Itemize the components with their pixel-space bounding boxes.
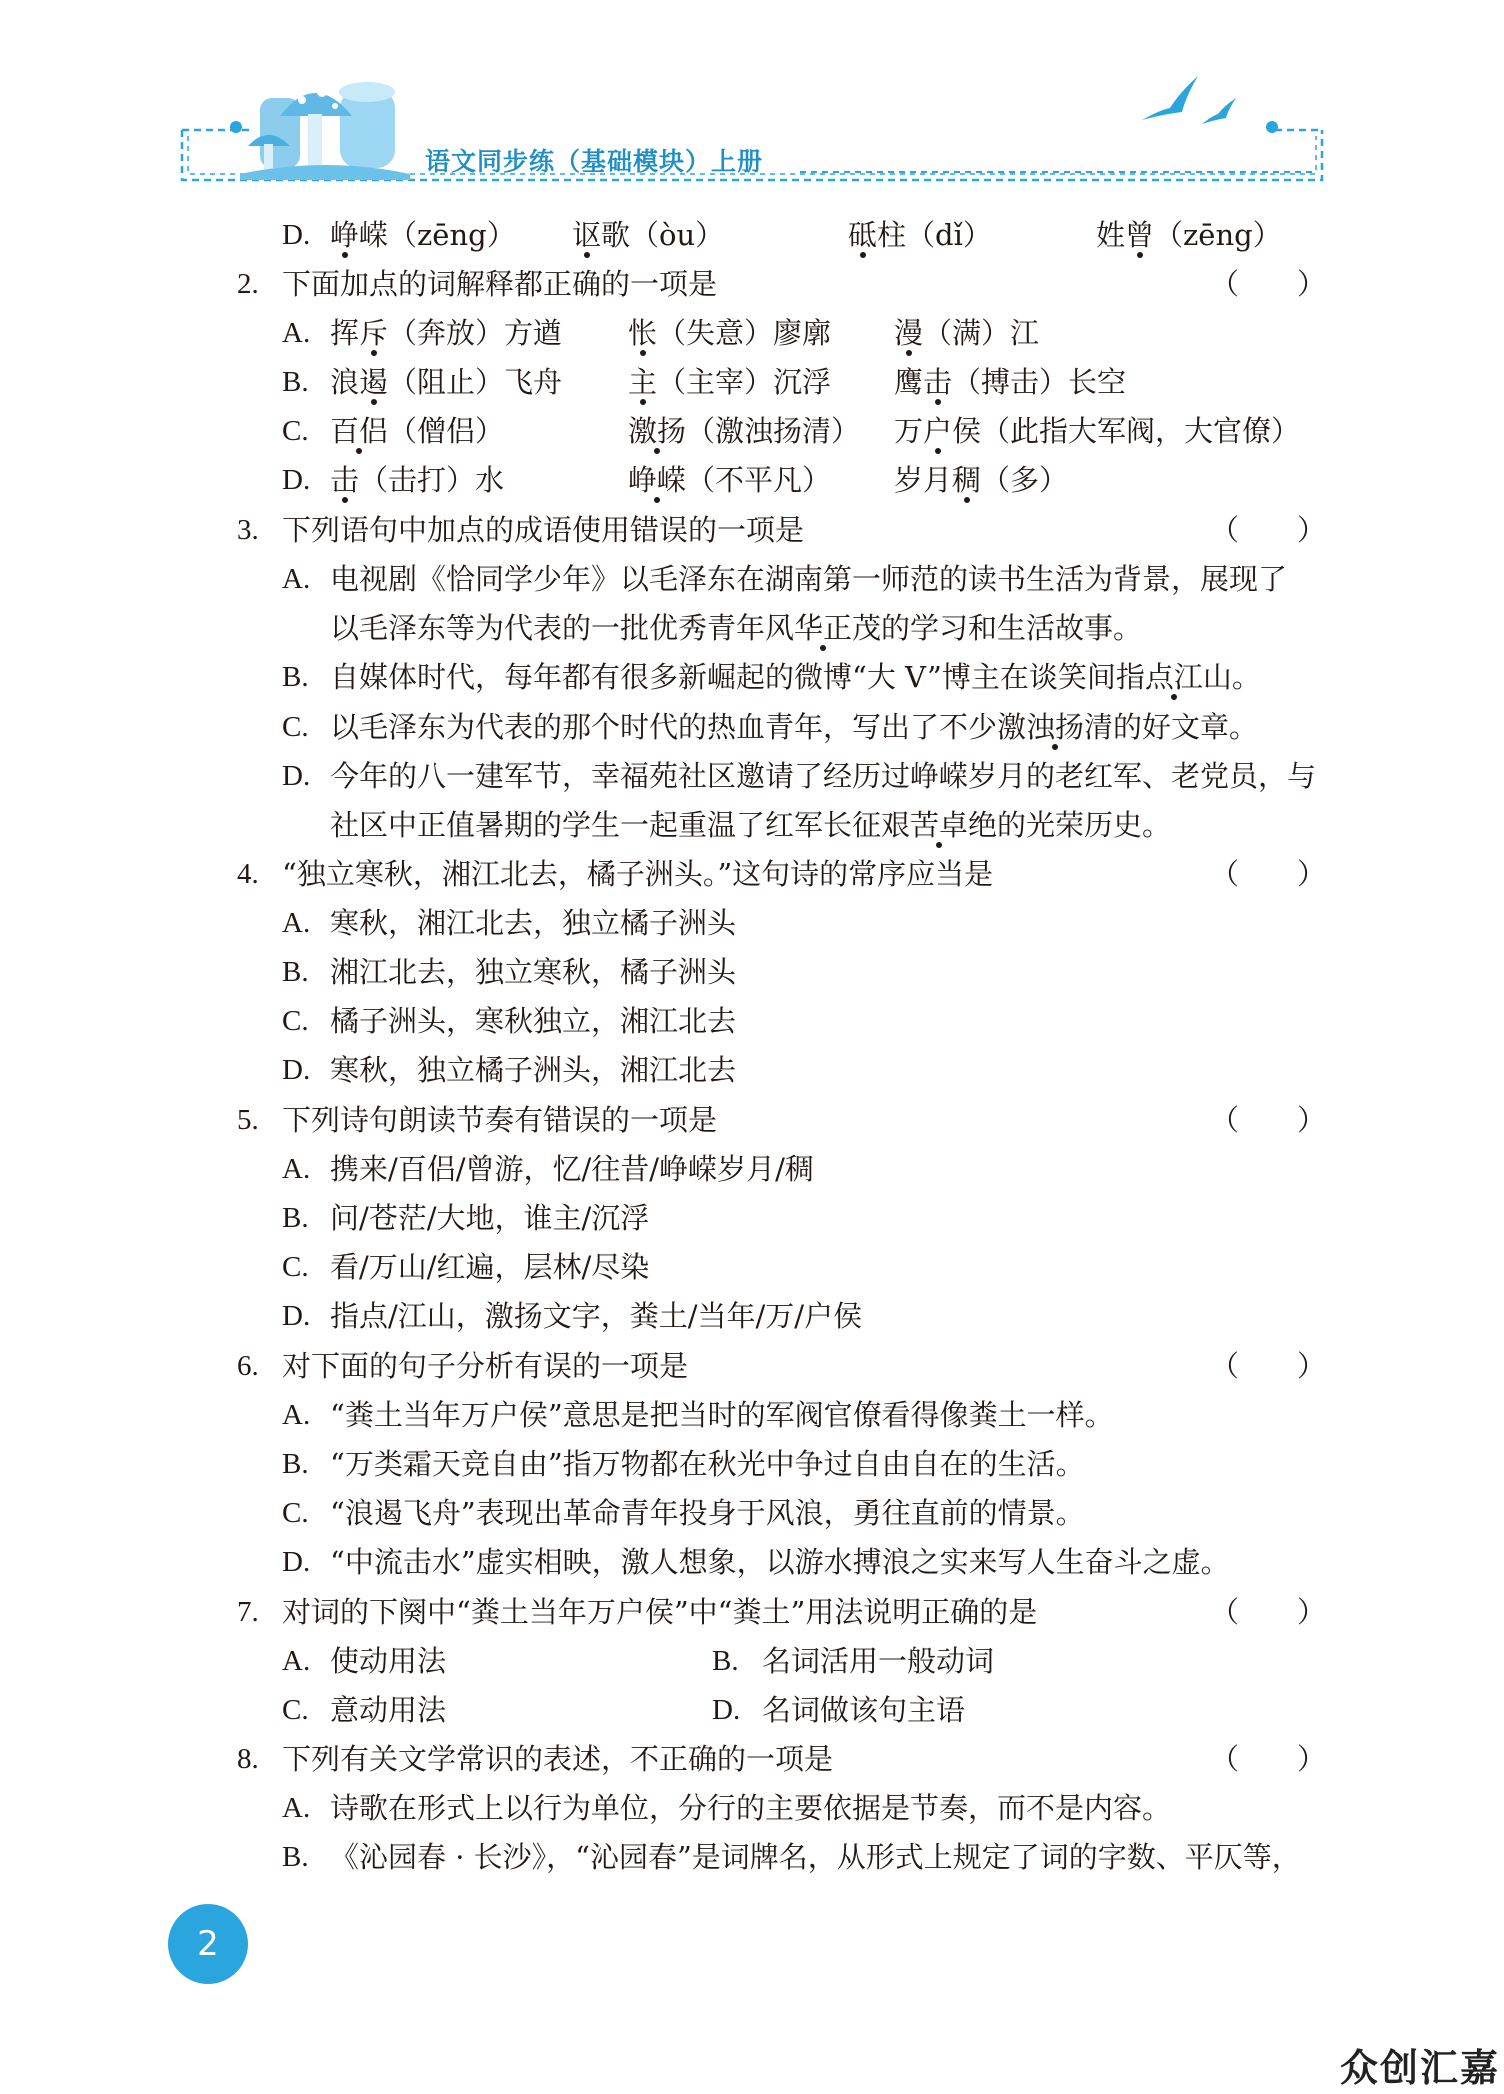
option-label: A.	[282, 907, 311, 939]
option-text: 寒秋，独立橘子洲头，湘江北去	[330, 1053, 737, 1087]
option-label: C.	[282, 711, 309, 743]
q2-d-item-1: 击（击打）水	[330, 463, 505, 497]
option-text: “万类霜天竞自由”指万物都在秋光中争过自由自在的生活。	[330, 1447, 1085, 1481]
option-text: 看/万山/红遍，层林/尽染	[330, 1250, 650, 1284]
q2-b-item-3: 鹰击（搏击）长空	[894, 365, 1127, 399]
question-stem: 对词的下阕中“粪土当年万户侯”中“粪土”用法说明正确的是	[282, 1595, 1038, 1629]
option-text: 问/苍茫/大地，谁主/沉浮	[330, 1201, 650, 1235]
option-label: B.	[282, 956, 309, 988]
q2-c-item-2: 激扬（激浊扬清）	[628, 414, 861, 448]
question-number: 6.	[237, 1350, 259, 1382]
q2-b-item-2: 主（主宰）沉浮	[628, 365, 832, 399]
option-text: 指点/江山，激扬文字，粪土/当年/万/户侯	[330, 1299, 863, 1333]
option-label: B.	[282, 1448, 309, 1480]
header-title: 语文同步练（基础模块）上册	[425, 147, 764, 176]
answer-blank[interactable]: （ ）	[1210, 1595, 1327, 1629]
q2-b-item-1: 浪遏（阻止）飞舟	[330, 365, 563, 399]
option-label: A.	[282, 563, 311, 595]
option-text: 名词做该句主语	[762, 1693, 966, 1727]
option-label: D.	[282, 1546, 311, 1578]
q1-d-opt-3: 砥柱（dǐ）	[848, 218, 992, 252]
q2-a-item-2: 怅（失意）廖廓	[628, 316, 832, 350]
option-text: 《沁园春 · 长沙》，“沁园春”是词牌名，从形式上规定了词的字数、平仄等，	[330, 1840, 1301, 1874]
question-number: 8.	[237, 1743, 259, 1775]
answer-blank[interactable]: （ ）	[1210, 1349, 1327, 1383]
q2-d-item-2: 峥嵘（不平凡）	[628, 463, 832, 497]
option-label: A.	[282, 1792, 311, 1824]
q2-d-item-3: 岁月稠（多）	[894, 463, 1069, 497]
q3-a-line-2: 以毛泽东等为代表的一批优秀青年风华正茂的学习和生活故事。	[330, 611, 1143, 645]
option-text: 意动用法	[330, 1693, 447, 1727]
question-number: 3.	[237, 514, 259, 546]
question-stem: 对下面的句子分析有误的一项是	[282, 1349, 689, 1383]
option-text: “粪土当年万户侯”意思是把当时的军阀官僚看得像粪土一样。	[330, 1398, 1114, 1432]
option-label: D.	[282, 219, 311, 251]
answer-blank[interactable]: （ ）	[1210, 513, 1327, 547]
option-label: A.	[282, 1153, 311, 1185]
q3-b-line: 自媒体时代，每年都有很多新崛起的微博“大 V”博主在谈笑间指点江山。	[330, 660, 1261, 694]
q2-c-item-3: 万户侯（此指大军阀，大官僚）	[894, 414, 1301, 448]
answer-blank[interactable]: （ ）	[1210, 857, 1327, 891]
answer-blank[interactable]: （ ）	[1210, 1103, 1327, 1137]
birds-icon	[1140, 72, 1240, 132]
option-text: 诗歌在形式上以行为单位，分行的主要依据是节奏，而不是内容。	[330, 1791, 1172, 1825]
option-label: D.	[712, 1694, 741, 1726]
option-label: C.	[282, 1497, 309, 1529]
option-label: A.	[282, 1399, 311, 1431]
option-label: A.	[282, 1645, 311, 1677]
watermark: 众创汇嘉	[1339, 2046, 1500, 2090]
option-text: 湘江北去，独立寒秋，橘子洲头	[330, 955, 737, 989]
option-text: 携来/百侣/曾游，忆/往昔/峥嵘岁月/稠	[330, 1152, 814, 1186]
question-number: 2.	[237, 268, 259, 300]
q3-d-line-2: 社区中正值暑期的学生一起重温了红军长征艰苦卓绝的光荣历史。	[330, 808, 1172, 842]
q3-a-line-1: 电视剧《恰同学少年》以毛泽东在湖南第一师范的读书生活为背景，展现了	[330, 562, 1288, 596]
option-label: B.	[282, 661, 309, 693]
option-text: 寒秋，湘江北去，独立橘子洲头	[330, 906, 737, 940]
option-label: B.	[282, 1841, 309, 1873]
option-label: D.	[282, 464, 311, 496]
q3-c-line: 以毛泽东为代表的那个时代的热血青年，写出了不少激浊扬清的好文章。	[330, 710, 1259, 744]
q3-d-line-1: 今年的八一建军节，幸福苑社区邀请了经历过峥嵘岁月的老红军、老党员，与	[330, 759, 1317, 793]
q1-d-opt-2: 讴歌（òu）	[572, 218, 725, 252]
option-text: “中流击水”虚实相映，激人想象，以游水搏浪之实来写人生奋斗之虚。	[330, 1545, 1230, 1579]
option-label: B.	[282, 366, 309, 398]
option-text: “浪遏飞舟”表现出革命青年投身于风浪，勇往直前的情景。	[330, 1496, 1085, 1530]
q2-a-item-3: 漫（满）江	[894, 316, 1040, 350]
option-label: D.	[282, 760, 311, 792]
answer-blank[interactable]: （ ）	[1210, 267, 1327, 301]
mushroom-house-illustration	[240, 68, 410, 180]
q1-d-opt-1: 峥嵘（zēng）	[330, 218, 516, 252]
question-stem: “独立寒秋，湘江北去，橘子洲头。”这句诗的常序应当是	[282, 857, 994, 891]
question-number: 7.	[237, 1596, 259, 1628]
option-label: D.	[282, 1054, 311, 1086]
option-text: 橘子洲头，寒秋独立，湘江北去	[330, 1004, 737, 1038]
page-number-badge: 2	[168, 1904, 248, 1984]
option-label: C.	[282, 1694, 309, 1726]
option-text: 使动用法	[330, 1644, 447, 1678]
question-number: 4.	[237, 858, 259, 890]
option-label: C.	[282, 1005, 309, 1037]
question-stem: 下列语句中加点的成语使用错误的一项是	[282, 513, 805, 547]
q2-c-item-1: 百侣（僧侣）	[330, 414, 505, 448]
option-label: B.	[282, 1202, 309, 1234]
option-label: C.	[282, 1251, 309, 1283]
question-number: 5.	[237, 1104, 259, 1136]
option-label: A.	[282, 317, 311, 349]
option-label: B.	[712, 1645, 739, 1677]
answer-blank[interactable]: （ ）	[1210, 1742, 1327, 1776]
q2-a-item-1: 挥斥（奔放）方遒	[330, 316, 563, 350]
question-stem: 下面加点的词解释都正确的一项是	[282, 267, 718, 301]
option-label: C.	[282, 415, 309, 447]
option-label: D.	[282, 1300, 311, 1332]
q1-d-opt-4: 姓曾（zēng）	[1096, 218, 1282, 252]
option-text: 名词活用一般动词	[762, 1644, 995, 1678]
question-stem: 下列诗句朗读节奏有错误的一项是	[282, 1103, 718, 1137]
question-stem: 下列有关文学常识的表述，不正确的一项是	[282, 1742, 834, 1776]
